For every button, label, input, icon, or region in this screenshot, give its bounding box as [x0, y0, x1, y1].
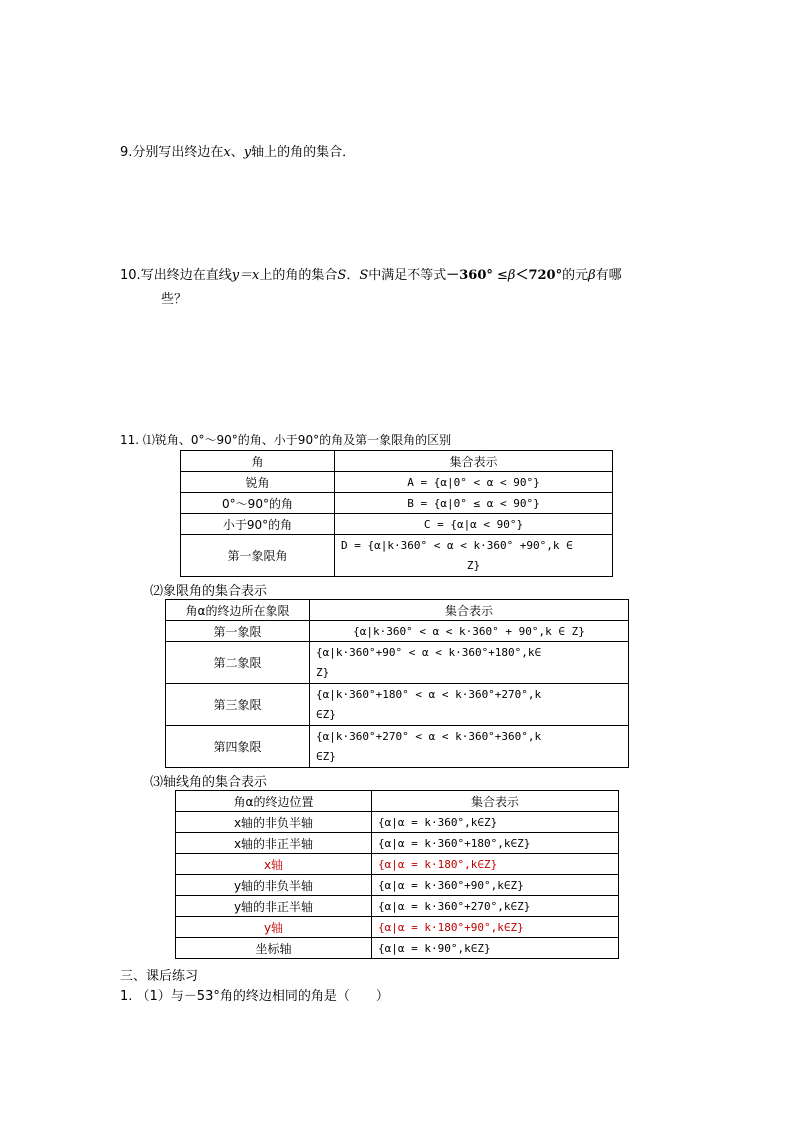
- table1-cell-label: 锐角: [181, 472, 335, 493]
- subheading-axis: ⑶轴线角的集合表示: [150, 775, 268, 790]
- table3-cell-label: y轴的非负半轴: [176, 875, 372, 896]
- table2-header-quadrant: 角α的终边所在象限: [166, 600, 310, 621]
- table1-header-set: 集合表示: [335, 451, 613, 472]
- table1-cell-label: 小于90°的角: [181, 514, 335, 535]
- table3-header-set: 集合表示: [372, 791, 619, 812]
- table1-cell-set: C = {α|α < 90°}: [335, 514, 613, 535]
- table2-cell-label: 第二象限: [166, 642, 310, 684]
- table3-cell-set-highlight: {α|α = k·180°+90°,k∈Z}: [372, 917, 619, 938]
- table1-cell-label: 第一象限角: [181, 535, 335, 577]
- table2-cell-set: {α|k·360° < α < k·360° + 90°,k ∈ Z}: [310, 621, 629, 642]
- table1-cell-label: 0°～90°的角: [181, 493, 335, 514]
- table3-cell-label: x轴的非正半轴: [176, 833, 372, 854]
- table3-cell-label: x轴的非负半轴: [176, 812, 372, 833]
- table2-cell-set: {α|k·360°+270° < α < k·360°+360°,k ∈Z}: [310, 726, 629, 768]
- table3-cell-set-highlight: {α|α = k·180°,k∈Z}: [372, 854, 619, 875]
- table3-cell-set: {α|α = k·360°+180°,k∈Z}: [372, 833, 619, 854]
- table1-cell-set: B = {α|0° ≤ α < 90°}: [335, 493, 613, 514]
- table3-cell-set: {α|α = k·360°+270°,k∈Z}: [372, 896, 619, 917]
- table2-cell-label: 第三象限: [166, 684, 310, 726]
- table2-header-set: 集合表示: [310, 600, 629, 621]
- question-11-title: 11. ⑴锐角、0°～90°的角、小于90°的角及第一象限角的区别: [120, 433, 452, 447]
- table3-cell-label: 坐标轴: [176, 938, 372, 959]
- subheading-quadrant: ⑵象限角的集合表示: [150, 584, 268, 599]
- table3-cell-label: y轴的非正半轴: [176, 896, 372, 917]
- table1-cell-set: D = {α|k·360° < α < k·360° +90°,k ∈ Z}: [335, 535, 613, 577]
- table3-header-position: 角α的终边位置: [176, 791, 372, 812]
- table1-cell-set: A = {α|0° < α < 90°}: [335, 472, 613, 493]
- table3-cell-label-highlight: x轴: [176, 854, 372, 875]
- table3-cell-label-highlight: y轴: [176, 917, 372, 938]
- table3-cell-set: {α|α = k·360°+90°,k∈Z}: [372, 875, 619, 896]
- section-heading: 三、课后练习: [120, 969, 199, 984]
- table2-cell-set: {α|k·360°+90° < α < k·360°+180°,k∈ Z}: [310, 642, 629, 684]
- table2-cell-label: 第四象限: [166, 726, 310, 768]
- table2-cell-set: {α|k·360°+180° < α < k·360°+270°,k ∈Z}: [310, 684, 629, 726]
- table3-cell-set: {α|α = k·90°,k∈Z}: [372, 938, 619, 959]
- angle-sets-table: [180, 450, 613, 577]
- table3-cell-set: {α|α = k·360°,k∈Z}: [372, 812, 619, 833]
- axis-angle-table: [175, 790, 619, 959]
- table1-header-angle: 角: [181, 451, 335, 472]
- question-9: 9.分别写出终边在x、y轴上的角的集合．: [120, 145, 356, 160]
- exercise-1: 1. （1）与－53°角的终边相同的角是（ ）: [120, 989, 389, 1004]
- table2-cell-label: 第一象限: [166, 621, 310, 642]
- question-10-cont: 些？: [161, 292, 188, 307]
- quadrant-angle-table: [165, 599, 629, 768]
- question-10: 10.写出终边在直线y＝x上的角的集合S．S中满足不等式－360° ≤β＜720°的元β有哪: [120, 268, 622, 283]
